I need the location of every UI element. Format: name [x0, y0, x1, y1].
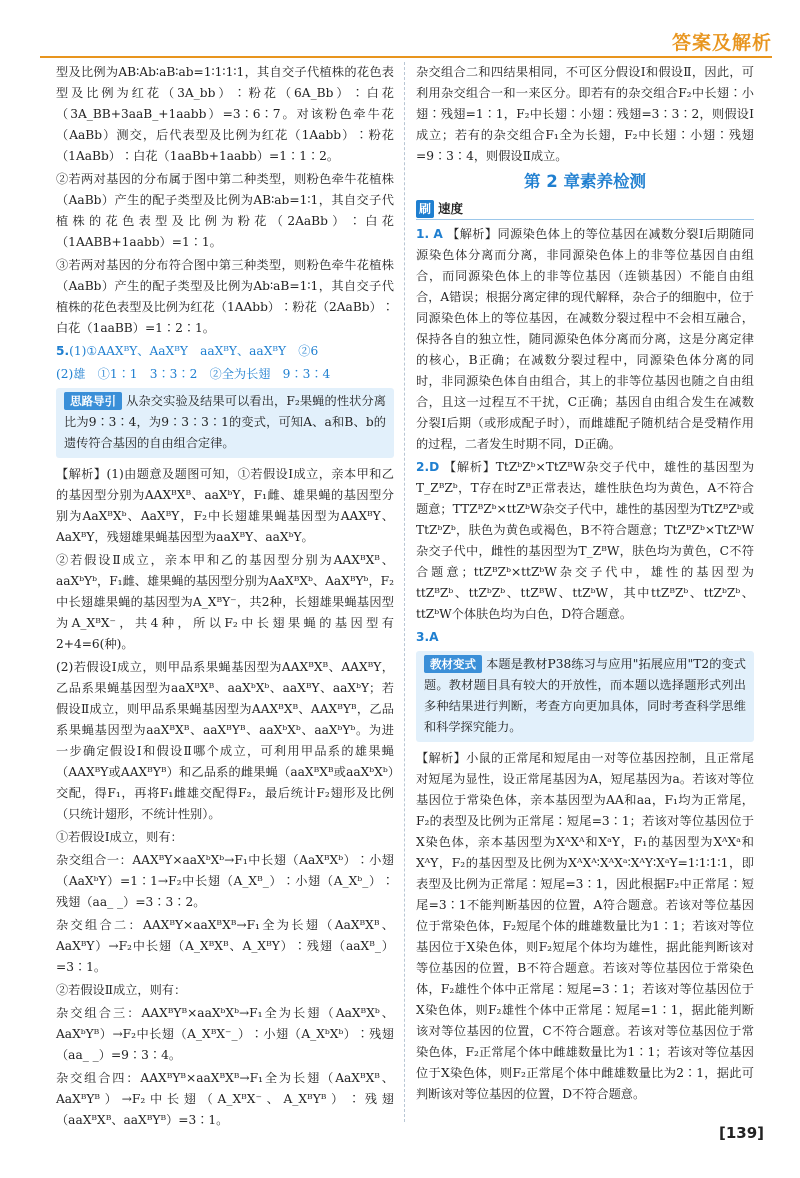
question-2-answer: D	[429, 460, 440, 474]
left-column	[56, 62, 394, 1133]
header-rule	[40, 56, 772, 58]
paragraph: 杂交组合三：AAXᴮYᴮ×aaXᵇXᵇ→F₁全为长翅（AaXᴮXᵇ、AaXᵇYᴮ）→F₂中长翅（A_XᴮX⁻_）∶小翅（A_XᵇXᵇ）∶残翅（aa_ _）=9∶3∶4。	[56, 1006, 394, 1062]
speed-label: 速度	[438, 201, 464, 216]
question-5-answer-line-2	[56, 364, 394, 385]
thinking-guide-box	[56, 388, 394, 458]
question-3-number: 3.	[416, 630, 430, 644]
paragraph: 型及比例为AB∶Ab∶aB∶ab=1∶1∶1∶1，其自交子代植株的花色表型及比例为红花（3A_bb）∶粉花（6A_Bb）∶白花（3A_BB+3aaB_+1aabb）=3∶6∶7。对该粉色牵牛花（AaBb）测交，后代表型及比例为红花（1Aabb）∶粉花（1AaBb）∶白花（1aaBb+1aabb）=1∶1∶2。	[56, 65, 394, 163]
paragraph: 杂交组合二和四结果相同，不可区分假设Ⅰ和假设Ⅱ，因此，可利用杂交组合一和一来区分。即若有的杂交组合F₂中长翅∶小翅∶残翅=1∶1，F₂中长翅∶小翅∶残翅=3∶3∶2，则假设Ⅰ成立；若有的杂交组合F₁全为长翅，F₂中长翅∶小翅∶残翅=9∶3∶4，则假设Ⅱ成立。	[416, 65, 754, 163]
paragraph: ①若假设Ⅰ成立，则有：	[56, 830, 183, 844]
textbook-variant-box	[416, 651, 754, 742]
textbook-variant-tag: 教材变式	[424, 655, 482, 673]
paragraph: ②若两对基因的分布属于图中第二种类型，则粉色牵牛花植株（AaBb）产生的配子类型及比例为AB∶ab=1∶1，其自交子代植株的花色表型及比例为粉花（2AaBb）∶白花（1AABB+1aabb）=1∶1。	[56, 172, 394, 249]
speed-section-bar	[416, 198, 754, 220]
paragraph: ②若假设Ⅱ成立，则有：	[56, 983, 187, 997]
question-5-number: 5.	[56, 344, 70, 358]
thinking-guide-text: 从杂交实验及结果可以看出，F₂果蝇的性状分离比为9∶3∶4，为9∶3∶3∶1的变式，可知A、a和B、b的遗传符合基因的自由组合定律。	[64, 394, 386, 450]
question-2-analysis: 【解析】TtZᵇZᵇ×TtZᴮW杂交子代中，雄性的基因型为T_ZᴮZᵇ，T存在时Zᴮ正常表达，雄性肤色均为黄色，A不符合题意；TTZᴮZᵇ×ttZᵇW杂交子代中，雄性的基因型为TtZᴮZᵇ或TtZᵇZᵇ，肤色为黄色或褐色，B不符合题意；TtZᴮZᵇ×TtZᵇW杂交子代中，雌性的基因型为T_ZᴮW，肤色均为黄色，C不符合题意；ttZᴮZᵇ×ttZᵇW杂交子代中，雄性的基因型为ttZᴮZᵇ、ttZᵇZᵇ、ttZᴮW、ttZᵇW，其中ttZᴮZᵇ、ttZᵇZᵇ、ttZᵇW个体肤色均为白色，D符合题意。	[416, 460, 755, 621]
paragraph: (2)若假设Ⅰ成立，则甲品系果蝇基因型为AAXᴮXᴮ、AAXᴮY，乙品系果蝇基因型为aaXᴮXᴮ、aaXᵇXᵇ、aaXᴮY、aaXᵇY；若假设Ⅱ成立，则甲品系果蝇基因型为AAXᴮXᴮ、AAXᴮYᴮ，乙品系果蝇基因型为aaXᴮXᴮ、aaXᴮYᴮ、aaXᵇXᵇ、aaXᵇYᵇ。为进一步确定假设Ⅰ和假设Ⅱ哪个成立，可利用甲品系的雄果蝇（AAXᴮY或AAXᴮYᴮ）和乙品系的雌果蝇（aaXᴮXᴮ或aaXᵇXᵇ）交配，得F₁，再将F₁雌雄交配得F₂，最后统计F₂翅形及比例（只统计翅形，不统计性别）。	[56, 660, 394, 821]
page-number: [139]	[718, 1124, 764, 1142]
paragraph: 杂交组合四：AAXᴮYᴮ×aaXᴮXᴮ→F₁全为长翅（AaXᴮXᴮ、AaXᴮYᴮ）→F₂中长翅（A_XᴮX⁻、A_XᴮYᴮ）∶残翅（aaXᴮXᴮ、aaXᴮYᴮ）=3∶1。	[56, 1071, 394, 1127]
question-3-heading	[416, 627, 754, 648]
paragraph: 杂交组合二：AAXᴮY×aaXᴮXᴮ→F₁全为长翅（AaXᴮXᴮ、AaXᴮY）→F₂中长翅（A_XᴮXᴮ、A_XᴮY）∶残翅（aaXᴮ_）=3∶1。	[56, 918, 394, 974]
question-1-answer: A	[433, 227, 443, 241]
paragraph: ②若假设Ⅱ成立，亲本甲和乙的基因型分别为AAXᴮXᴮ、aaXᵇYᵇ，F₁雌、雄果蝇的基因型分别为AaXᴮXᵇ、AaXᴮYᵇ，F₂中长翅雄果蝇的基因型为A_XᴮY⁻，共2种，长翅雄果蝇基因型为A_XᴮX⁻，共4种，所以F₂中长翅果蝇的基因型有2+4=6(种)。	[56, 553, 394, 651]
paragraph: ③若两对基因的分布符合图中第三种类型，则粉色牵牛花植株（AaBb）产生的配子类型及比例为Ab∶aB=1∶1，其自交子代植株的花色表型及比例为红花（1AAbb）∶粉花（2AaBb）∶白花（1aaBB）=1∶2∶1。	[56, 258, 394, 335]
question-3-analysis: 【解析】小鼠的正常尾和短尾由一对等位基因控制，且正常尾对短尾为显性，设正常尾基因为A，短尾基因为a。若该对等位基因位于常染色体，亲本基因型为AA和aa，F₁均为正常尾，F₂的表型及比例为正常尾∶短尾=3∶1；若该对等位基因位于X染色体，亲本基因型为XᴬXᴬ和XᵃY，F₁的基因型为XᴬXᵃ和XᴬY，F₂的基因型及比例为XᴬXᴬ∶XᴬXᵃ∶XᴬY∶XᵃY=1∶1∶1∶1，即表型及比例为正常尾∶短尾=3∶1，因此根据F₂中正常尾∶短尾=3∶1不能判断基因的位置，A符合题意。若该对等位基因位于常染色体，F₂短尾个体的雌雄数量比为1∶1；若该对等位基因位于X染色体，则F₂短尾个体均为雄性，据此能判断该对等位基因的位置，B不符合题意。若该对等位基因位于常染色体，F₂雄性个体中正常尾∶短尾=3∶1；若该对等位基因位于X染色体，则F₂雄性个体中正常尾∶短尾=1∶1，据此能判断该对等位基因的位置，C不符合题意。若该对等位基因位于常染色体，F₂正常尾个体中雌雄数量比为1∶1；若该对等位基因位于X染色体，则F₂正常尾个体中雌雄数量比为2∶1，据此可判断该对等位基因的位置，D不符合题意。	[416, 751, 754, 1101]
paragraph: 杂交组合一：AAXᴮY×aaXᵇXᵇ→F₁中长翅（AaXᴮXᵇ）∶小翅（AaXᵇY）=1∶1→F₂中长翅（A_Xᴮ_）∶小翅（A_Xᵇ_）∶残翅（aa_ _）=3∶3∶2。	[56, 853, 394, 909]
paragraph: 【解析】(1)由题意及题图可知，①若假设Ⅰ成立，亲本甲和乙的基因型分别为AAXᴮXᴮ、aaXᵇY，F₁雌、雄果蝇的基因型分别为AaXᴮXᵇ、AaXᴮY，F₂中长翅雄果蝇基因型为AAXᴮY、AaXᴮY，残翅雄果蝇基因型为aaXᴮY、aaXᵇY。	[56, 467, 394, 544]
question-2-number: 2.	[416, 460, 430, 474]
right-column	[416, 62, 754, 1107]
question-2	[416, 457, 754, 625]
page-header-title: 答案及解析	[671, 32, 772, 54]
question-1-number: 1.	[416, 227, 430, 241]
question-1-analysis: 【解析】同源染色体上的等位基因在减数分裂Ⅰ后期随同源染色体分离而分离，非同源染色体上的非等位基因自由组合，而同源染色体上的非等位基因（连锁基因）不能自由组合，A错误；根据分离定律的现代解释，杂合子的细胞中，位于同源染色体上的等位基因，在减数分裂过程中不会相互融合，保持各自的独立性，随同源染色体分离而分离，这是分离定律的核心，B正确；在减数分裂过程中，同源染色体分离的同时，非同源染色体自由组合，其上的非等位基因也随之自由组合，且这一过程互不干扰，C正确；基因自由组合发生在减数分裂Ⅰ后期（或形成配子时），而雌雄配子随机结合是受精作用的过程，二者发生时期不同，D正确。	[416, 227, 755, 451]
question-1	[416, 224, 754, 455]
thinking-guide-tag: 思路导引	[64, 392, 122, 410]
column-divider	[404, 62, 405, 1122]
speed-badge: 刷	[416, 200, 434, 218]
textbook-variant-text: 本题是教材P38练习与应用"拓展应用"T2的变式题。教材题目具有较大的开放性，而本题以选择题形式列出多种结果进行判断，考查方向更加具体，同时考查科学思维和科学探究能力。	[424, 657, 746, 734]
question-5-answer-1: (1)①AAXᴮY、AaXᴮY aaXᴮY、aaXᴮY ②6	[69, 344, 319, 358]
question-3-answer: A	[429, 630, 439, 644]
question-5-answer-2: (2)雄 ①1∶1 3∶3∶2 ②全为长翅 9∶3∶4	[56, 367, 331, 381]
question-5-answer-line-1	[56, 341, 394, 362]
section-title: 第 2 章素养检测	[524, 172, 646, 191]
